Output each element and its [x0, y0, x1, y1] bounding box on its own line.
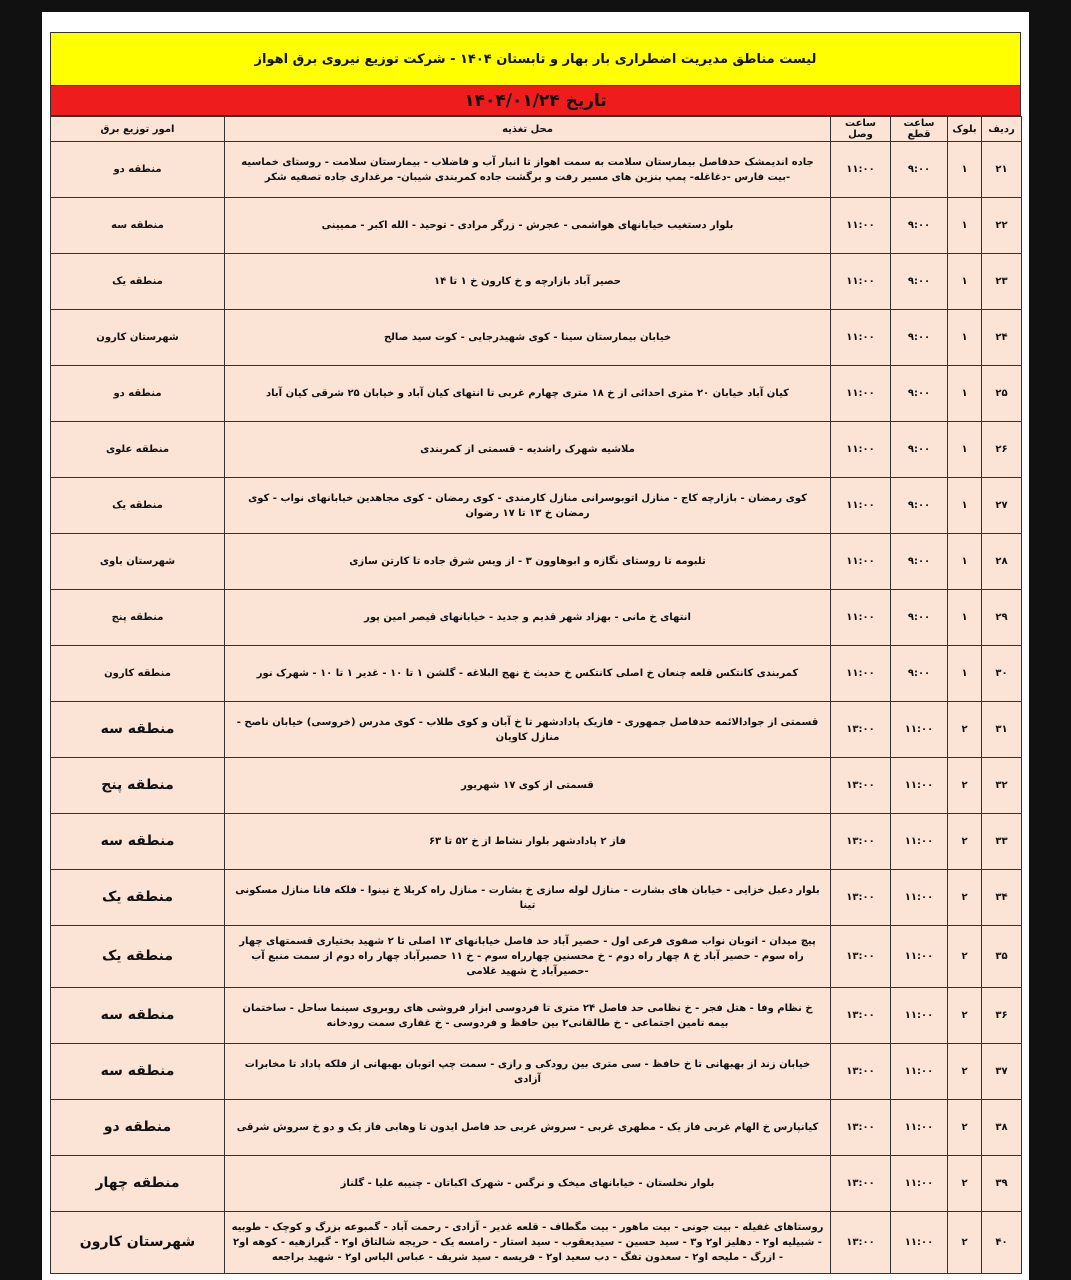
- connect-time-cell: ۱۱:۰۰: [831, 590, 891, 646]
- cut-time-cell: ۹:۰۰: [891, 478, 948, 534]
- location-cell: کوی رمضان - بازارچه کاج - منازل اتوبوسرانی منازل کارمندی - کوی رمضان - کوی مجاهدین خیابانهای نواب - کوی رمضان خ ۱۳ تا ۱۷ رضوان: [225, 478, 831, 534]
- district-cell: منطقه یک: [51, 926, 225, 988]
- district-cell: منطقه سه: [51, 1044, 225, 1100]
- table-row: [51, 814, 1022, 870]
- connect-time-cell: ۱۳:۰۰: [831, 1156, 891, 1212]
- row-number-cell: ۲۶: [982, 422, 1022, 478]
- block-cell: ۲: [948, 988, 982, 1044]
- district-cell: شهرستان کارون: [51, 1212, 225, 1274]
- district-cell: منطقه یک: [51, 254, 225, 310]
- cut-time-cell: ۱۱:۰۰: [891, 1156, 948, 1212]
- cut-time-cell: ۹:۰۰: [891, 534, 948, 590]
- connect-time-cell: ۱۱:۰۰: [831, 254, 891, 310]
- outage-schedule: [50, 32, 1021, 1274]
- location-cell: پیچ میدان - اتوبان نواب صفوی فرعی اول - حصیر آباد حد فاصل خیابانهای ۱۳ اصلی تا ۲ شهید بختیاری قسمتهای چهار راه سوم - حصیر آباد خ ۸ چهار راه دوم - خ محسنین چهارراه سوم - خ ۱۱ حصیرآباد چهار راه دوم از سمت منبع آب -حصیرآباد خ شهید غلامی: [225, 926, 831, 988]
- connect-time-cell: ۱۳:۰۰: [831, 1044, 891, 1100]
- district-cell: منطقه پنج: [51, 758, 225, 814]
- row-number-cell: ۳۶: [982, 988, 1022, 1044]
- location-cell: انتهای خ مانی - بهزاد شهر قدیم و جدید - خیابانهای قیصر امین پور: [225, 590, 831, 646]
- document-sheet: [42, 12, 1029, 1280]
- district-cell: منطقه سه: [51, 198, 225, 254]
- block-cell: ۱: [948, 422, 982, 478]
- district-cell: شهرستان کارون: [51, 310, 225, 366]
- header-connect-time: ساعت وصل: [831, 117, 891, 142]
- block-cell: ۱: [948, 534, 982, 590]
- district-cell: شهرستان باوی: [51, 534, 225, 590]
- location-cell: قسمتی از جوادالائمه حدفاصل جمهوری - فازیک پادادشهر تا خ آبان و کوی طلاب - کوی مدرس (خروسی) خیابان ناصح - منازل کاویان: [225, 702, 831, 758]
- cut-time-cell: ۹:۰۰: [891, 422, 948, 478]
- block-cell: ۲: [948, 926, 982, 988]
- row-number-cell: ۳۴: [982, 870, 1022, 926]
- block-cell: ۱: [948, 142, 982, 198]
- location-cell: بلوار دعبل خزایی - خیابان های بشارت - منازل لوله سازی خ بشارت - منازل راه کربلا خ نینوا - فلکه فانا منازل مسکونی تینا: [225, 870, 831, 926]
- location-cell: قسمتی از کوی ۱۷ شهریور: [225, 758, 831, 814]
- block-cell: ۲: [948, 1044, 982, 1100]
- location-cell: خیابان بیمارستان سینا - کوی شهیدرجایی - کوت سید صالح: [225, 310, 831, 366]
- location-cell: ملاشیه شهرک راشدیه - قسمتی از کمربندی: [225, 422, 831, 478]
- row-number-cell: ۴۰: [982, 1212, 1022, 1274]
- header-row-number: ردیف: [982, 117, 1022, 142]
- row-number-cell: ۳۱: [982, 702, 1022, 758]
- table-row: [51, 254, 1022, 310]
- header-location: محل تغذیه: [225, 117, 831, 142]
- location-cell: کیان آباد خیابان ۲۰ متری احدائی از خ ۱۸ متری چهارم غربی تا انتهای کیان آباد و خیابان ۲۵ شرقی کیان آباد: [225, 366, 831, 422]
- location-cell: فاز ۲ پادادشهر بلوار نشاط از خ ۵۲ تا ۶۳: [225, 814, 831, 870]
- table-row: [51, 590, 1022, 646]
- document-title: لیست مناطق مدیریت اضطراری بار بهار و تابستان ۱۴۰۴ - شرکت توزیع نیروی برق اهواز: [50, 32, 1021, 86]
- table-row: [51, 366, 1022, 422]
- block-cell: ۲: [948, 1212, 982, 1274]
- cut-time-cell: ۱۱:۰۰: [891, 1212, 948, 1274]
- header-district: امور توزیع برق: [51, 117, 225, 142]
- block-cell: ۱: [948, 366, 982, 422]
- block-cell: ۱: [948, 310, 982, 366]
- location-cell: روستاهای غفیله - بیت جونی - بیت ماهور - بیت مگطاف - قلعه غدیر - آزادی - رحمت آباد - گمبوعه بزرگ و کوچک - طوبیه - شبیلیه او۲ - دهلیز او۲ و۳ - سید حسین - سیدیعقوب - سید استار - رامسه یک - حریجه شالتاق او۲ - گبرازهیه - کوهه او۲ - ازرگ - ملیحه او۲ - سعدون تفگ - دب سعید او۲ - فریسه - سید شریف - عباس الیاس او۲ - شهید براجعه: [225, 1212, 831, 1274]
- table-row: [51, 310, 1022, 366]
- district-cell: منطقه یک: [51, 870, 225, 926]
- connect-time-cell: ۱۱:۰۰: [831, 478, 891, 534]
- table-row: [51, 1212, 1022, 1274]
- cut-time-cell: ۹:۰۰: [891, 366, 948, 422]
- table-row: [51, 478, 1022, 534]
- connect-time-cell: ۱۱:۰۰: [831, 646, 891, 702]
- table-row: [51, 702, 1022, 758]
- district-cell: منطقه سه: [51, 814, 225, 870]
- table-row: [51, 870, 1022, 926]
- connect-time-cell: ۱۱:۰۰: [831, 422, 891, 478]
- location-cell: جاده اندیمشک حدفاصل بیمارستان سلامت به سمت اهواز تا انبار آب و فاضلاب - بیمارستان سلامت - روستای خماسیه -بیت فارس -دغاغله- پمپ بنزین های مسیر رفت و برگشت جاده کمربندی شیبان- مرغداری جاده تصفیه شکر: [225, 142, 831, 198]
- district-cell: منطقه چهار: [51, 1156, 225, 1212]
- connect-time-cell: ۱۳:۰۰: [831, 758, 891, 814]
- connect-time-cell: ۱۳:۰۰: [831, 926, 891, 988]
- row-number-cell: ۲۸: [982, 534, 1022, 590]
- row-number-cell: ۳۷: [982, 1044, 1022, 1100]
- location-cell: تلبومه تا روستای نگازه و ابوهاوون ۳ - از ویس شرق جاده تا کارتن سازی: [225, 534, 831, 590]
- row-number-cell: ۲۱: [982, 142, 1022, 198]
- connect-time-cell: ۱۳:۰۰: [831, 1100, 891, 1156]
- row-number-cell: ۲۳: [982, 254, 1022, 310]
- block-cell: ۱: [948, 590, 982, 646]
- row-number-cell: ۲۴: [982, 310, 1022, 366]
- cut-time-cell: ۱۱:۰۰: [891, 1100, 948, 1156]
- connect-time-cell: ۱۱:۰۰: [831, 534, 891, 590]
- table-row: [51, 534, 1022, 590]
- block-cell: ۲: [948, 814, 982, 870]
- cut-time-cell: ۱۱:۰۰: [891, 814, 948, 870]
- block-cell: ۲: [948, 870, 982, 926]
- table-row: [51, 198, 1022, 254]
- location-cell: حصیر آباد بازارچه و خ کارون خ ۱ تا ۱۴: [225, 254, 831, 310]
- header-block: بلوک: [948, 117, 982, 142]
- table-row: [51, 1100, 1022, 1156]
- district-cell: منطقه دو: [51, 366, 225, 422]
- connect-time-cell: ۱۳:۰۰: [831, 814, 891, 870]
- table-row: [51, 926, 1022, 988]
- cut-time-cell: ۱۱:۰۰: [891, 870, 948, 926]
- row-number-cell: ۳۸: [982, 1100, 1022, 1156]
- location-cell: خیابان زند از بهبهانی تا خ حافظ - سی متری بین رودکی و رازی - سمت چپ اتوبان بهبهانی از فلکه پاداد تا مخابرات آزادی: [225, 1044, 831, 1100]
- location-cell: کیانپارس خ الهام غربی فاز یک - مطهری غربی - سروش غربی حد فاصل ایدون تا وهابی فاز یک و دو خ سروش شرقی: [225, 1100, 831, 1156]
- block-cell: ۱: [948, 646, 982, 702]
- row-number-cell: ۳۰: [982, 646, 1022, 702]
- cut-time-cell: ۱۱:۰۰: [891, 926, 948, 988]
- table-header-row: [51, 117, 1022, 142]
- connect-time-cell: ۱۳:۰۰: [831, 1212, 891, 1274]
- location-cell: خ نظام وفا - هتل فجر - خ نظامی حد فاصل ۲۴ متری تا فردوسی ابزار فروشی های روبروی سینما ساحل - ساختمان بیمه تامین اجتماعی - خ طالقانی۲ بین حافظ و فردوسی - خ غفاری سمت رودخانه: [225, 988, 831, 1044]
- table-row: [51, 646, 1022, 702]
- block-cell: ۲: [948, 702, 982, 758]
- connect-time-cell: ۱۱:۰۰: [831, 310, 891, 366]
- cut-time-cell: ۱۱:۰۰: [891, 1044, 948, 1100]
- district-cell: منطقه پنج: [51, 590, 225, 646]
- block-cell: ۱: [948, 254, 982, 310]
- district-cell: منطقه علوی: [51, 422, 225, 478]
- header-cut-time: ساعت قطع: [891, 117, 948, 142]
- table-row: [51, 422, 1022, 478]
- connect-time-cell: ۱۳:۰۰: [831, 988, 891, 1044]
- connect-time-cell: ۱۱:۰۰: [831, 198, 891, 254]
- block-cell: ۲: [948, 1100, 982, 1156]
- row-number-cell: ۲۹: [982, 590, 1022, 646]
- district-cell: منطقه یک: [51, 478, 225, 534]
- row-number-cell: ۳۵: [982, 926, 1022, 988]
- connect-time-cell: ۱۱:۰۰: [831, 142, 891, 198]
- connect-time-cell: ۱۳:۰۰: [831, 702, 891, 758]
- block-cell: ۱: [948, 198, 982, 254]
- row-number-cell: ۲۵: [982, 366, 1022, 422]
- location-cell: بلوار نخلستان - خیابانهای میخک و نرگس - شهرک اکباتان - چنیبه علیا - گلناز: [225, 1156, 831, 1212]
- row-number-cell: ۲۷: [982, 478, 1022, 534]
- cut-time-cell: ۱۱:۰۰: [891, 988, 948, 1044]
- table-row: [51, 1044, 1022, 1100]
- table-row: [51, 988, 1022, 1044]
- district-cell: منطقه سه: [51, 988, 225, 1044]
- district-cell: منطقه دو: [51, 1100, 225, 1156]
- connect-time-cell: ۱۱:۰۰: [831, 366, 891, 422]
- cut-time-cell: ۹:۰۰: [891, 254, 948, 310]
- cut-time-cell: ۱۱:۰۰: [891, 758, 948, 814]
- table-row: [51, 1156, 1022, 1212]
- location-cell: بلوار دستغیب خیابانهای هواشمی - عجرش - زرگر مرادی - توحید - الله اکبر - ممیینی: [225, 198, 831, 254]
- document-date: تاریخ ۱۴۰۴/۰۱/۲۴: [50, 86, 1021, 116]
- row-number-cell: ۳۹: [982, 1156, 1022, 1212]
- cut-time-cell: ۹:۰۰: [891, 646, 948, 702]
- district-cell: منطقه سه: [51, 702, 225, 758]
- district-cell: منطقه کارون: [51, 646, 225, 702]
- cut-time-cell: ۹:۰۰: [891, 590, 948, 646]
- cut-time-cell: ۹:۰۰: [891, 198, 948, 254]
- block-cell: ۱: [948, 478, 982, 534]
- schedule-table: [50, 116, 1022, 1274]
- table-row: [51, 142, 1022, 198]
- block-cell: ۲: [948, 758, 982, 814]
- row-number-cell: ۲۲: [982, 198, 1022, 254]
- table-row: [51, 758, 1022, 814]
- district-cell: منطقه دو: [51, 142, 225, 198]
- row-number-cell: ۳۲: [982, 758, 1022, 814]
- cut-time-cell: ۹:۰۰: [891, 142, 948, 198]
- row-number-cell: ۳۳: [982, 814, 1022, 870]
- location-cell: کمربندی کانتکس قلعه چنعان خ اصلی کانتکس خ حدیث خ نهج البلاغه - گلشن ۱ تا ۱۰ - غدیر ۱ تا ۱۰ - شهرک نور: [225, 646, 831, 702]
- cut-time-cell: ۹:۰۰: [891, 310, 948, 366]
- block-cell: ۲: [948, 1156, 982, 1212]
- cut-time-cell: ۱۱:۰۰: [891, 702, 948, 758]
- connect-time-cell: ۱۳:۰۰: [831, 870, 891, 926]
